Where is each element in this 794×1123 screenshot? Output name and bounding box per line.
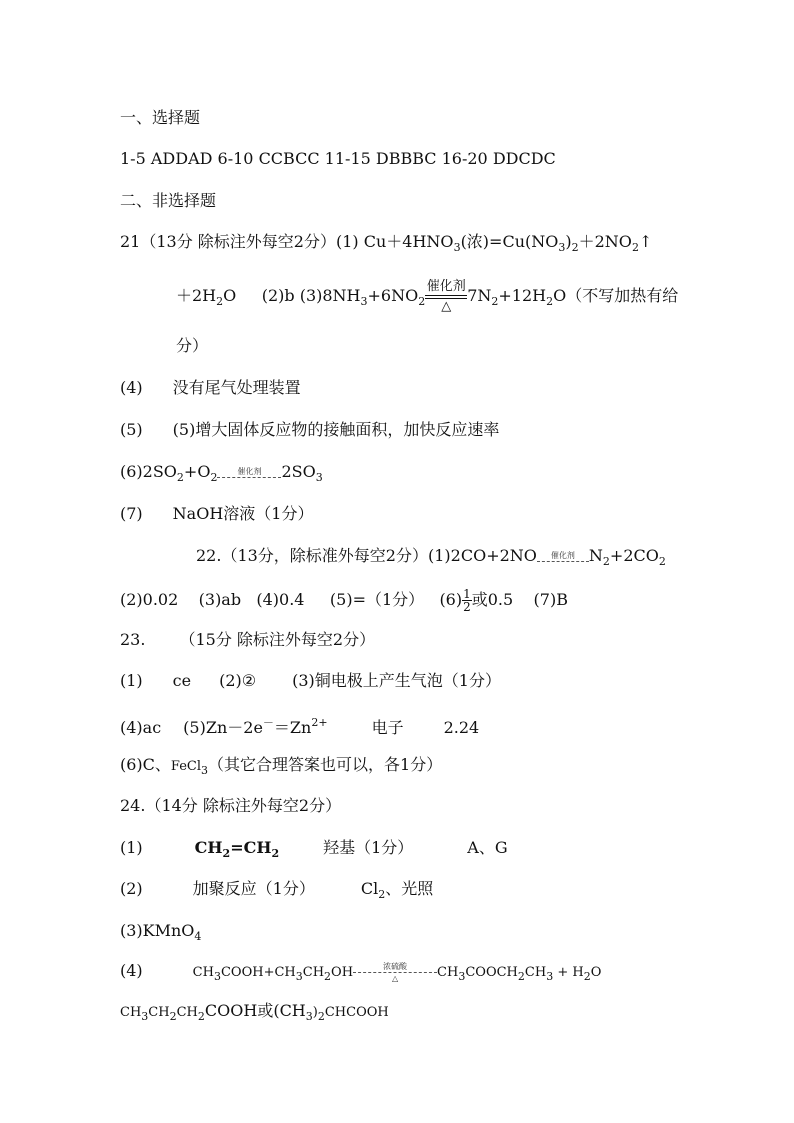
sub: 2 xyxy=(222,847,231,860)
q22-p6-b: 或0.5 xyxy=(471,590,514,609)
q22-p1-c: +2CO xyxy=(609,546,659,565)
q21-p3-c: 7N xyxy=(467,286,492,305)
sub: 3 xyxy=(558,241,566,254)
q24-p1-c: 羟基（1分） xyxy=(323,838,414,857)
q21-line7 xyxy=(120,504,313,524)
q21-p1-d: ＋2NO xyxy=(578,232,632,251)
sub: 2 xyxy=(418,295,426,308)
q23-line3 xyxy=(120,713,479,738)
q24-p4-g: CH xyxy=(524,965,547,980)
q21-p1-c: ) xyxy=(565,232,572,251)
q23-p1: ce xyxy=(172,671,192,690)
q24-p4-f: COOCH xyxy=(465,965,518,980)
sub: 2 xyxy=(491,295,499,308)
reaction-bar xyxy=(537,561,589,562)
q21-p1-e: ＋2H xyxy=(176,286,217,305)
sub: 2 xyxy=(602,555,610,568)
q22-line2 xyxy=(120,588,568,613)
sub: 2 xyxy=(197,1010,205,1023)
choice-answers: 1-5 ADDAD 6-10 CCBCC 11-15 DBBBC 16-20 DDCDC xyxy=(120,149,556,168)
sub: 2 xyxy=(216,295,224,308)
q23-line2 xyxy=(120,671,501,691)
q23-p2: (2)② xyxy=(219,671,257,690)
q24-p2-label: (2) xyxy=(120,879,143,898)
q24-p5-d: COOH或(CH xyxy=(204,1001,306,1020)
q21-p2: (2)b xyxy=(261,286,295,305)
cond-top: 催化剂 xyxy=(550,550,575,560)
q21-p4-label: (4) xyxy=(120,378,143,397)
q22-p7: (7)B xyxy=(533,590,568,609)
q23-p5-b: ＝Zn xyxy=(273,718,312,737)
reversible-condition xyxy=(217,467,281,479)
equal-bar xyxy=(425,295,467,299)
q23-p6-b: FeCl xyxy=(170,759,202,774)
sub: 3 xyxy=(360,295,368,308)
q24-head: 24.（14分 除标注外每空2分） xyxy=(120,796,342,815)
q21-p7-label: (7) xyxy=(120,504,143,523)
q21-p3-b: +6NO xyxy=(367,286,419,305)
sub: 2 xyxy=(176,471,184,484)
q24-p1-b: =CH xyxy=(230,838,272,857)
q21-line4 xyxy=(120,378,301,398)
q24-line5 xyxy=(120,1001,389,1027)
q24-p2-a: 加聚反应（1分） xyxy=(192,879,315,898)
q24-p4-h: + H xyxy=(553,965,584,980)
q23-p5-a: (5)Zn－2e xyxy=(183,718,263,737)
q22-p1-b: N xyxy=(588,546,603,565)
q24-line4 xyxy=(120,960,601,988)
gas-arrow-icon xyxy=(639,232,652,251)
q23-line1 xyxy=(120,630,375,650)
q21-p5-label: (5) xyxy=(120,420,143,439)
q21-p3-e: O（不写加热有给 xyxy=(553,286,679,305)
sub: 4 xyxy=(194,930,202,943)
cond-top: 浓硫酸 xyxy=(383,962,408,971)
sup: － xyxy=(262,716,274,729)
q24-p4-e: CH xyxy=(437,965,459,980)
q24-line3 xyxy=(120,921,201,947)
q24-p4-b: COOH+CH xyxy=(220,965,296,980)
q24-p2-c: 、光照 xyxy=(385,879,434,898)
sub: 2 xyxy=(583,970,591,983)
reversible-bar xyxy=(217,477,281,478)
q21-p4: 没有尾气处理装置 xyxy=(172,378,301,397)
sup: 2+ xyxy=(311,716,328,729)
q24-p5-e: ) xyxy=(312,1005,318,1020)
q22-line1 xyxy=(196,546,666,572)
q21-line2 xyxy=(176,278,678,320)
q23-head: （15分 除标注外每空2分） xyxy=(179,630,376,649)
q21-p3-end: 分） xyxy=(176,336,209,355)
sub: 2 xyxy=(210,471,218,484)
q21-p6-a: (6)2SO xyxy=(120,462,177,481)
q21-line6 xyxy=(120,462,323,488)
sub: 3 xyxy=(213,970,221,983)
q23-p5-d: 2.24 xyxy=(443,718,480,737)
q22-p3: (3)ab xyxy=(198,590,242,609)
q24-p5-c: CH xyxy=(176,1005,198,1020)
q24-p1-label: (1) xyxy=(120,838,143,857)
q24-p4-i: O xyxy=(590,965,602,980)
numerator: 1 xyxy=(463,587,471,601)
q23-p6-c: （其它合理答案也可以，各1分） xyxy=(208,755,443,774)
q24-p5-a: CH xyxy=(120,1005,142,1020)
sub: 3 xyxy=(315,471,323,484)
sub: 3 xyxy=(458,970,466,983)
q21-head: 21（13分 除标注外每空2分） xyxy=(120,232,336,251)
q24-p4-c: CH xyxy=(302,965,325,980)
q21-line1 xyxy=(120,232,652,258)
q24-line2 xyxy=(120,879,433,905)
sub: 3 xyxy=(141,1010,149,1023)
q24-p3-a: (3)KMnO xyxy=(120,921,195,940)
q21-p1-label: (1) xyxy=(336,232,364,251)
sub: 3 xyxy=(295,970,303,983)
sub: 2 xyxy=(378,888,386,901)
q24-p4-label: (4) xyxy=(120,961,143,980)
q21-p1-b: (浓)=Cu(NO xyxy=(460,232,559,251)
q24-p4-a: CH xyxy=(192,965,214,980)
section-title-choice: 一、选择题 xyxy=(120,108,201,127)
reversible-condition xyxy=(353,962,437,983)
q22-head: 22.（13分，除标准外每空2分） xyxy=(196,546,428,565)
q23-num: 23. xyxy=(120,630,146,649)
q21-p6-c: 2SO xyxy=(281,462,316,481)
q22-p2: (2)0.02 xyxy=(120,590,179,609)
sub: 2 xyxy=(324,970,332,983)
q24-p4-d: OH xyxy=(331,965,354,980)
cond-bottom: △ xyxy=(441,298,452,314)
q21-p1-a: Cu＋4HNO xyxy=(363,232,454,251)
sub: 3 xyxy=(201,764,209,777)
fraction xyxy=(462,588,472,613)
sub: 2 xyxy=(571,241,579,254)
q24-p1-a: CH xyxy=(194,838,223,857)
denominator: 2 xyxy=(463,600,471,614)
q21-line5 xyxy=(120,420,499,440)
q24-p2-b: Cl xyxy=(360,879,379,898)
q23-p1-label: (1) xyxy=(120,671,143,690)
q23-p6-a: (6)C、 xyxy=(120,755,171,774)
reversible-bar xyxy=(353,972,437,973)
q21-p1-f: O xyxy=(223,286,237,305)
q22-p6-a: (6) xyxy=(439,590,463,609)
q21-p7: NaOH溶液（1分） xyxy=(172,504,314,523)
sub: 2 xyxy=(546,295,554,308)
sub: 2 xyxy=(271,847,280,860)
q22-p4: (4)0.4 xyxy=(256,590,305,609)
section-title-nonchoice: 二、非选择题 xyxy=(120,191,217,210)
q21-p6-b: +O xyxy=(183,462,211,481)
q21-p5: (5)增大固体反应物的接触面积，加快反应速率 xyxy=(172,420,500,439)
q23-p4: (4)ac xyxy=(120,718,162,737)
reaction-condition xyxy=(537,551,589,563)
q24-p5-f: CHCOOH xyxy=(324,1005,389,1020)
q21-p3-a: (3)8NH xyxy=(299,286,361,305)
cond-top: 催化剂 xyxy=(237,466,262,476)
q21-p3-d: +12H xyxy=(498,286,547,305)
sub: 2 xyxy=(631,241,639,254)
sub: 2 xyxy=(658,555,666,568)
cond-top: 催化剂 xyxy=(426,278,466,294)
q24-p5-b: CH xyxy=(148,1005,170,1020)
sub: 2 xyxy=(169,1010,177,1023)
q22-p1-a: (1)2CO+2NO xyxy=(428,546,537,565)
sub: 3 xyxy=(546,970,554,983)
sub: 2 xyxy=(317,1010,325,1023)
q23-line4 xyxy=(120,755,442,781)
reaction-condition xyxy=(425,280,467,314)
sub: 2 xyxy=(517,970,525,983)
q22-p5: (5)=（1分） xyxy=(329,590,425,609)
cond-bottom: △ xyxy=(391,974,399,983)
q23-p3: (3)铜电极上产生气泡（1分） xyxy=(292,671,501,690)
sub: 3 xyxy=(305,1010,313,1023)
q24-line1 xyxy=(120,838,508,864)
q24-p1-d: A、G xyxy=(467,838,508,857)
q23-p5-c: 电子 xyxy=(371,718,404,737)
sub: 3 xyxy=(453,241,461,254)
